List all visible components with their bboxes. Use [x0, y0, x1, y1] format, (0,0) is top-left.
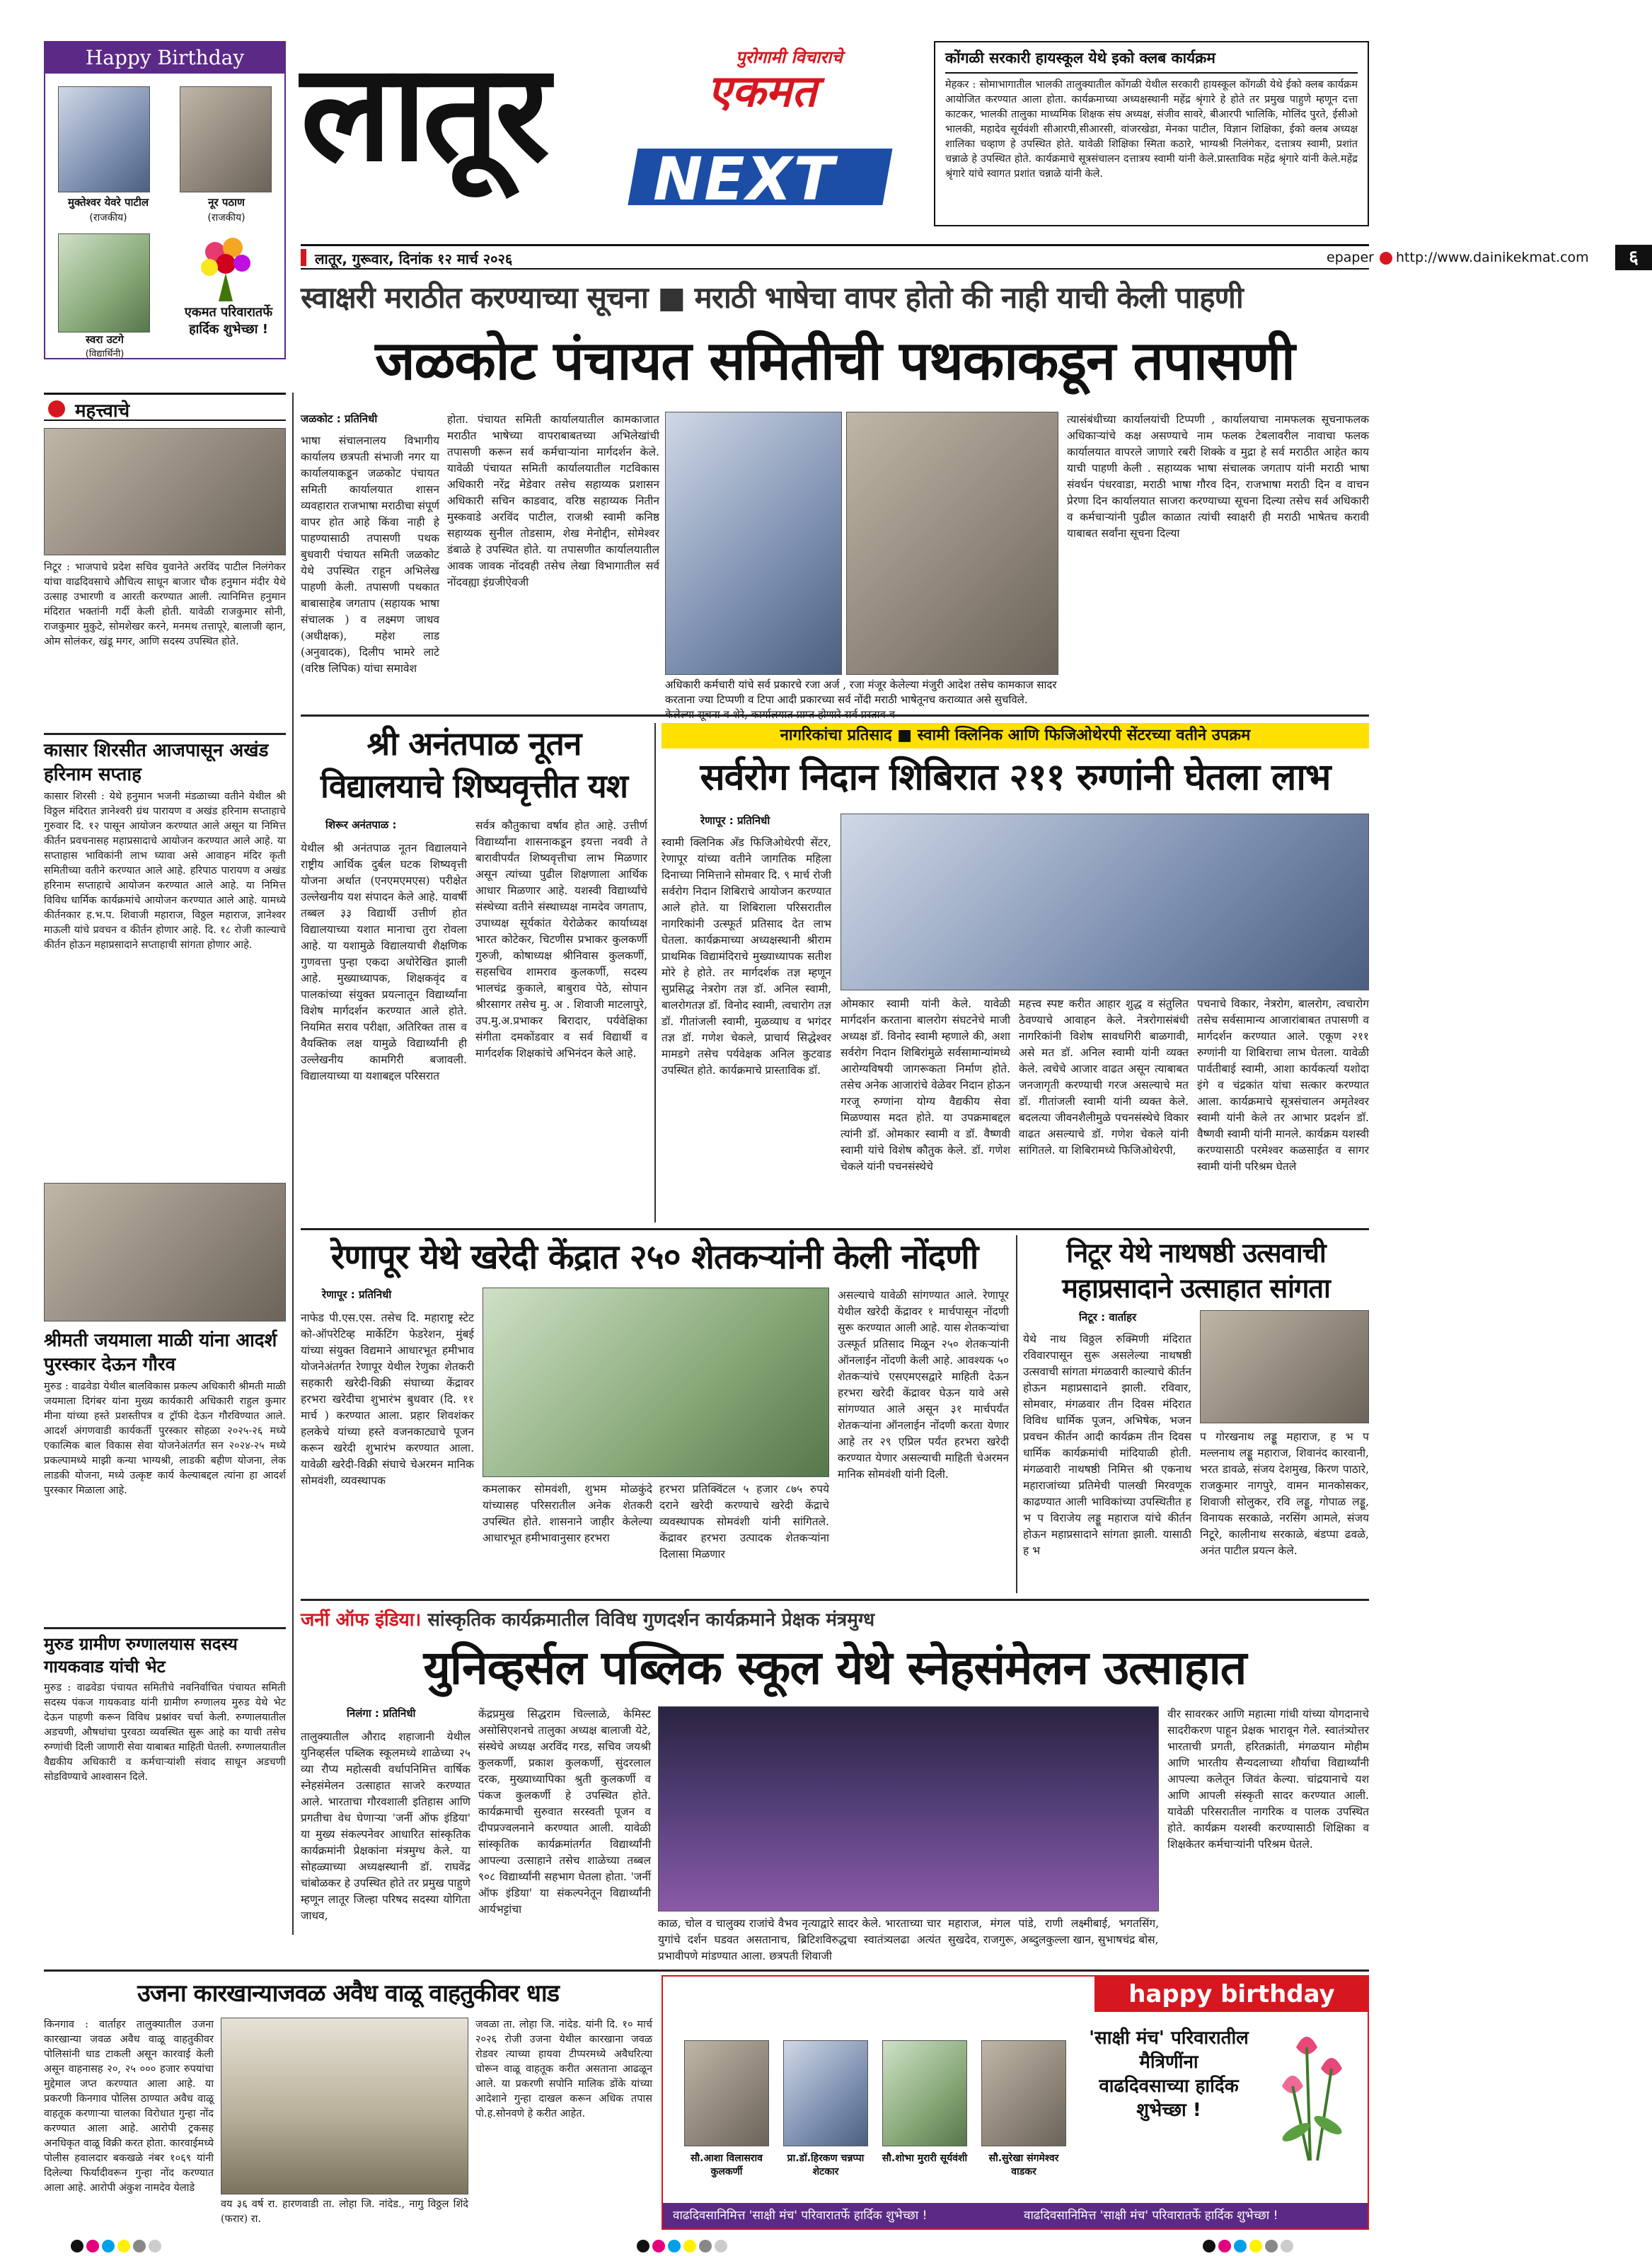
- story4-headline: रेणापूर येथे खरेदी केंद्रात २५० शेतकऱ्यांनी केली नोंदणी: [330, 1237, 978, 1277]
- story2-col2: सर्वत्र कौतुकाचा वर्षाव होत आहे. उत्तीर्ण विद्यार्थ्यांना शासनाकडून इयत्ता नववी ते बारावीपर्यंत शिष्यवृत्तीचा लाभ मिळणार असून त्यांच्या पुढील शिक्षणाला आर्थिक आधार मिळणार आहे. यशस्वी विद्यार्थ्यांचे संस्थेच्या वतीने संस्थाध्यक्ष नामदेव जगताप, उपाध्यक्ष सूर्यकांत येरोळेकर कार्याध्यक्ष भारत कोटेकर, चिटणीस प्रभाकर कुलकर्णी गुरुजी, कोषाध्यक्ष श्रीनिवास कुलकर्णी, सहसचिव शामराव कुलकर्णी, सदस्य भालचंद्र कुकाले, बाबुराव पेठे, सोपान श्रीरसागर तसेच मु. अ . शिवाजी माटलापुरे, उप.मु.अ.प्रभाकर बिरादार, पर्यवेक्षिका संगीता दमकोंडवार व सर्व विद्यार्थी व मार्गदर्शक शिक्षकांचे अभिनंदन केले आहे.: [475, 819, 647, 1060]
- temple-photo: [44, 428, 286, 555]
- lead-col3: त्यासंबंधीच्या कार्यालयांची टिप्पणी , कार्यालयाचा नामफलक सूचनाफलक अधिकाऱ्यांचे कक्ष असण्याचे नाम फलक टेबलावरील नावाचा फलक कार्यालयात वापरले जाणारे रबरी शिक्के व मुद्रा हे सर्व मराठीत आहेत काय याची पाहणी केली . सहाय्यक भाषा संचालक जगताप यांनी मराठी भाषा संवर्धन पंधरवाडा, मराठी भाषा गौरव दिन, राजभाषा मराठी दिन व वाचन प्रेरणा दिन कार्यालयात साजरा करण्याच्या सूचना दिल्या तसेच सर्व अधिकारी व कर्मचाऱ्यांनी पुढील काळात त्यांची स्वाक्षरी ही मराठी भाषेतच करावी याबाबत सर्वांना सूचना दिल्या: [1067, 413, 1369, 540]
- divider: [301, 715, 1369, 717]
- registration-marks-left: [71, 2240, 164, 2255]
- dateline-bar: [301, 244, 1639, 270]
- story3-col4: पचनाचे विकार, नेत्ररोग, बालरोग, त्वचारोग तसेच सर्वसामान्य आजारांबाबत तपासणी व मार्गदर्शन करण्यात आले. एकूण २११ रुग्णांनी या शिबिराचा लाभ घेतला. यावेळी पार्वतीबाई स्वामी, आशा कार्यकर्त्या यशोदा इंगे व चंद्रकांत यांचा सत्कार करण्यात आला. कार्यक्रमाचे सूत्रसंचालन अमृतेश्वर स्वामी यांनी केले तर आभार प्रदर्शन डॉ. वैष्णवी स्वामी यांनी मानले. कार्यक्रम यशस्वी करण्यासाठी परमेश्वर कळसाईत व सागर स्वामी यांनी परिश्रम घेतले: [1197, 997, 1369, 1173]
- masthead-brand: एकमत: [707, 65, 817, 117]
- story7-caption: वय ३६ वर्ष रा. हारणवाडी ता. लोहा जि. नांदेड., नागु विठ्ठल शिंदे (फरार) रा.: [221, 2199, 468, 2225]
- birthday-wish: एकमत परिवारातर्फे हार्दिक शुभेच्छा !: [184, 305, 273, 337]
- item2-headline: कासार शिरसीत आजपासून अखंड हरिनाम सप्ताह: [44, 740, 269, 785]
- pin-icon: [48, 400, 65, 417]
- story5-col1: येथे नाथ विठ्ठल रुक्मिणी मंदिरात रविवारपासून सुरू असलेल्या नाथषष्ठी उत्सवाची सांगता मंगळवारी काल्याचे कीर्तन होऊन महाप्रसादाने झाली. रविवार, सोमवार, मंगळवार तीन दिवस मंदिरात विविध धार्मिक पूजन, अभिषेक, भजन प्रवचन कीर्तन आदी कार्यक्रम तीन दिवस धार्मिक कार्यक्रमांची मांदियाळी होती. मंगळवारी नाथषष्ठी निमित्त श्री एकनाथ महाराजांच्या प्रतिमेची पालखी मिरवणूक काढण्यात आली भाविकांच्या उपस्थितीत ह भ प विराजेय लड्डू महाराज यांचे कीर्तन होऊन महाप्रसादाने सांगता झाली. यासाठी ह भ: [1023, 1333, 1191, 1557]
- story6-col3: वीर सावरकर आणि महात्मा गांधी यांच्या योगदानाचे सादरीकरण पाहून प्रेक्षक भारावून गेले. स्वातंत्र्योत्तर भारताची प्रगती, हरितक्रांती, मंगळयान मोहीम आणि भारतीय सैन्यदलाच्या शौर्याचा विद्यार्थ्यांनी आपल्या कलेतून जिवंत केल्या. चांद्रयानाचे यश आणि आपली संस्कृती सादर करण्यात आली. यावेळी परिसरातील नागरिक व पालक उपस्थित होते. कार्यक्रम यशस्वी करण्यासाठी शिक्षिका व शिक्षकेतर कर्मचाऱ्यांनी परिश्रम घेतले.: [1167, 1708, 1369, 1851]
- story4-col2: कमलाकर सोमवंशी, शुभम मोळकुंदे यांच्यासह परिसरातील अनेक शेतकरी उपस्थित होते. शासनाने जाहीर केलेल्या आधारभूत हमीभावानुसार हरभरा: [483, 1483, 652, 1544]
- divider: [301, 1599, 1369, 1601]
- bottom-photo-2: [783, 2040, 868, 2146]
- bottom-footer-bar: [663, 2203, 1368, 2228]
- story5-col2: प गोरखनाथ लड्डू महाराज, ह भ प मल्लनाथ लड्डू महाराज, शिवानंद कारवानी, भरत डावळे, संजय देशमुख, किरण पाठारे, राजकुमार नागपुरे, वामन मानकोसकर, शिवाजी सोलुकर, रवि लड्डू, गोपाळ लड्डू, विनायक सरकाळे, नरसिंग आमले, संजय निटूरे, कालीनाथ सरकाळे, बंडप्पा ढवळे, अनंत पाटील प्रयत्न केले.: [1200, 1430, 1369, 1557]
- story6-caption2: महाराज, मंगल पांडे, राणी लक्ष्मीबाई, भगतसिंग, सुखदेव, राजगुरू, अब्दुलकुल्ला खान, सुभाषचंद्र बोस,: [948, 1917, 1159, 1946]
- bottom-footer-2: वाढदिवसानिमित्त 'साक्षी मंच' परिवारातर्फे हार्दिक शुभेच्छा !: [1024, 2209, 1278, 2223]
- birthday-role-2: (राजकीय): [207, 212, 246, 224]
- item2-text: कासार शिरसी : येथे हनुमान भजनी मंडळाच्या वतीने येथील श्री विठ्ठल मंदिरात ज्ञानेश्वरी ग्रंथ पारायण व अखंड हरिनाम सप्ताहाचे गुरुवार दि. १२ पासून आयोजन करण्यात आले असून या निमित्त कीर्तन प्रवचनासह महाप्रसादाचे आयोजन करण्यात आले आहे. या सप्ताहास भाविकांनी लाभ घ्यावा असे आवाहन मंदिर कृती समितीच्या वतीने करण्यात आले आहे. हरिपाठ पारायण व अखंड हरिनाम सप्ताहाचे आयोजन करण्यात आले आहे. या निमित्त विविध धार्मिक कार्यक्रमांचे आयोजन करण्यात आले आहे. यामध्ये कीर्तनकार ह.भ.प. शिवाजी महाराज, विठ्ठल महाराज, ज्ञानेश्वर माऊली यांचे प्रवचन व कीर्तन होणार आहे. दि. १८ रोजी काल्याचे कीर्तन होऊन महाप्रसादाने सप्ताहाची सांगता होणार आहे.: [44, 791, 286, 951]
- story2-headline-2: विद्यालयाचे शिष्यवृत्तीत यश: [320, 767, 628, 805]
- story2-headline-1: श्री अनंतपाळ नूतन: [366, 724, 582, 763]
- divider: [44, 1969, 1369, 1972]
- divider: [44, 1627, 286, 1629]
- story6-col2: केंद्रप्रमुख सिद्धराम चिल्लाळे, केमिस्ट असोसिएशनचे तालुका अध्यक्ष बालाजी येटे, संस्थेचे अध्यक्ष अरविंद गरड, सचिव जयश्री कुलकर्णी, प्रकाश कुलकर्णी, सुंदरलाल दरक, मुख्याध्यापिका श्रुती कुलकर्णी व पंकज कुलकर्णी हे उपस्थित होते. कार्यक्रमाची सुरुवात सरस्वती पूजन व दीपप्रज्वलनाने करण्यात आली. यावेळी सांस्कृतिक कार्यक्रमांतर्गत विद्यार्थ्यांनी आपल्या उत्साहाने तसेच शाळेच्या तब्बल ९०८ विद्यार्थ्यांनी सहभाग घेतला होता. 'जर्नी ऑफ इंडिया' या संकल्पनेतून विद्यार्थ्यांनी आर्यभट्टांचा: [478, 1708, 651, 1916]
- flower-bouquet-icon: [194, 232, 258, 303]
- masthead-next: [640, 134, 895, 212]
- story6-banner-red: जर्नी ऑफ इंडिया।: [301, 1609, 422, 1631]
- item3-text: मुरुड : वाढवेडा येथील बालविकास प्रकल्प अधिकारी श्रीमती माळी जयमाला दिगंबर यांना मुख्य कार्यकारी अधिकारी राहुल कुमार मीना यांच्या हस्ते प्रशस्तीपत्र व ट्रॉफी देऊन गौरविण्यात आले. आदर्श अंगणवाडी कार्यकर्ती पुरस्कार सोहळा २०२५-२६ मध्ये एकात्मिक बाल विकास सेवा योजनेअंतर्गत सन २०२४-२५ मध्ये प्रकल्पामध्ये माझी कन्या भाग्यश्री, लाडकी बहीण योजना, लेक लाडकी योजना, मध्ये उत्कृष्ट कार्य केल्याबद्दल त्यांना हा आदर्श पुरस्कार मिळाला आहे.: [44, 1381, 286, 1496]
- website-url[interactable]: http://www.dainikekmat.com: [1396, 250, 1589, 265]
- bottom-wish-4: शुभेच्छा !: [1136, 2100, 1201, 2121]
- story6-byline: निलंगा : प्रतिनिधी: [347, 1707, 416, 1720]
- divider: [44, 733, 286, 735]
- story4-byline: रेणापूर : प्रतिनिधी: [322, 1288, 392, 1301]
- birthday-photo-1: [58, 86, 150, 192]
- masthead-tagline: पुरोगामी विचाराचे: [736, 47, 843, 67]
- bottom-photo-3: [882, 2040, 967, 2146]
- eco-club-headline: कोंगळी सरकारी हायस्कूल येथे इको क्लब कार्यक्रम: [945, 48, 1358, 74]
- masthead-title: लातूर: [301, 35, 546, 191]
- dateline: लातूर, गुरूवार, दिनांक १२ मार्च २०२६: [315, 250, 513, 267]
- lead-byline: जळकोट : प्रतिनिधी: [301, 412, 378, 425]
- divider: [301, 1228, 1369, 1230]
- eco-club-text: मेहकर : सोमाभागातील भालकी तालुक्यातील कोंगळी येथील सरकारी हायस्कूल कोंगळी येथे ईको क्लब कार्यक्रम आयोजित करण्यात आला होता. कार्यक्रमाच्या अध्यक्षस्थानी महेंद्र श्रृंगारे हे होते तर प्रमुख पाहुणे म्हणून दत्ता काटकर, भालकी तालुका माध्यमिक शिक्षक संघ अध्यक्ष, संजीव सावरे, बीआरपी भालिकि, मोलिंद पुरते, ईसीओ भालकी, महादेव सूर्यवंशी सीआरपी,सीआरसी, वांजरखेडा, मेनका पाटील, विज्ञान शिक्षिका, ईको क्लब अध्यक्ष शालिका चव्हाण हे उपस्थित होते. यावेळी शिक्षिका स्मिता कठारे, भाग्यश्री निलंगेकर, दत्तात्रय स्वामी, प्रशांत चन्नाळे हे उपस्थित होते. कार्यक्रमाचे सूत्रसंचालन दत्तात्रय स्वामी यांनी केले.प्रास्ताविक महेंद्र श्रृंगारे यांनी केले.महेंद्र श्रृंगारे यांचे स्वागत प्रशांत चन्नाळे यांनी केले.: [945, 79, 1358, 180]
- story4-col3: असल्याचे यावेळी सांगण्यात आले. रेणापूर येथील खरेदी केंद्रावर १ मार्चपासून नोंदणी सुरू करण्यात आली आहे. यास शेतकऱ्यांचा उत्स्फूर्त प्रतिसाद मिळून २५० शेतकऱ्यांनी ऑनलाईन नोंदणी केली आहे. आवश्यक ५० शेतकऱ्यांचे एसएमएसद्वारे माहिती देऊन हरभरा खरेदी केंद्रावर घेऊन यावे असे सांगण्यात आले असून ३१ मार्चपर्यंत शेतकऱ्यांना ऑनलाईन नोंदणी करता येणार आहे तर २९ एप्रिल पर्यंत हरभरा खरेदी करण्यात येणार असल्याची माहिती चेअरमन मानिक सोमवंशी यांनी दिली.: [838, 1289, 1009, 1481]
- lead-col1: भाषा संचालनालय विभागीय कार्यालय छत्रपती संभाजी नगर या कार्यालयाकडून जळकोट पंचायत समिती कार्यालयात शासन व्यवहारात राजभाषा मराठीचा संपूर्ण वापर होत आहे किंवा नाही हे पाहण्यासाठी तपासणी पथक बुधवारी पंचायत समिती जळकोट येथे उपस्थित राहून अभिलेख पाहणी केली. तपासणी पथकात बाबासाहेब जगताप (सहायक भाषा संचालक ) व लक्ष्मण जाधव (अधीक्षक), महेश लाड (अनुवादक), दिलीप भामरे लाटे (वरिष्ठ लिपिक) यांचा समावेश: [301, 434, 439, 675]
- birthday-name-2: नूर पठाण: [208, 196, 245, 209]
- story5-headline-1: निटूर येथे नाथषष्ठी उत्सवाची: [1066, 1237, 1326, 1268]
- item4-headline: मुरुड ग्रामीण रुग्णालयास सदस्य गायकवाड यांची भेट: [44, 1634, 238, 1677]
- story3-banner: नागरिकांचा प्रतिसाद ■ स्वामी क्लिनिक आणि फिजिओथेरपी सेंटरच्या वतीने उपक्रम: [662, 723, 1369, 748]
- column-divider: [654, 723, 656, 1222]
- birthday-photo-2: [180, 86, 272, 192]
- dateline-marker: [301, 249, 306, 266]
- epaper-label: epaper: [1327, 250, 1374, 265]
- birthday-name-1: मुक्तेश्वर येवरे पाटील: [67, 196, 149, 209]
- tulip-flowers-icon: [1268, 2019, 1360, 2168]
- bottom-footer-1: वाढदिवसानिमित्त 'साक्षी मंच' परिवारातर्फे हार्दिक शुभेच्छा !: [673, 2209, 928, 2223]
- birthday-name-3: स्वरा उटगे: [86, 333, 124, 346]
- bottom-wish-1: 'साक्षी मंच' परिवारातील: [1089, 2027, 1249, 2049]
- story5-byline: निटूर : वार्ताहर: [1079, 1311, 1137, 1324]
- birthday-role-3: (विद्यार्थिनी): [85, 349, 125, 359]
- story5-headline-2: महाप्रसादाने उत्साहात सांगता: [1062, 1273, 1330, 1304]
- story7-col2: जवळा ता. लोहा जि. नांदेड. यांनी दि. १० मार्च २०२६ रोजी उजना येथील कारखाना जवळ रोडवर त्याच्या हायवा टीप्परमध्ये अवैधरित्या चोरून वाळू वाहतूक करीत असताना आढळून आले. या प्रकरणी सपोनि मालिक डोंके यांच्या आदेशाने गुन्हा दाखल करून अधिक तपास पो.ह.सोनवणे हे करीत आहेत.: [475, 2019, 652, 2119]
- bottom-photo-1: [684, 2040, 769, 2146]
- story7-col1: किनगाव : वार्ताहर तालुक्यातील उजना कारखान्या जवळ अवैध वाळू वाहतुकीवर पोलिसांनी धाड टाकली असून कारवाई केली असून वाहनासह २०, २५ ००० हजार रुपयांचा मुद्देमाल जप्त करण्यात आला आहे. या प्रकरणी किनगाव पोलिस ठाण्यात अवैध वाळू वाहतूक करणाऱ्या चालका विरोधात गुन्हा नोंद करण्यात आला आहे. आरोपी ट्रकसह अनधिकृत वाळू विक्री करत होता. कारवाईमध्ये पोलीस हवालदार बकखळे नंबर १०६९ यांनी दिलेल्या फिर्यादीवरून गुन्हा नोंद करण्यात आला आहे. आरोपी अंकुश नामदेव येलाडे: [44, 2019, 214, 2194]
- mahattvache-heading: महत्त्वाचे: [75, 400, 130, 422]
- lead-photo-2: [846, 412, 1058, 675]
- story7-photo: [221, 2018, 468, 2194]
- bottom-name-4: सौ.सुरेखा संगमेश्वर वाडकर: [988, 2153, 1059, 2177]
- bottom-birthday-heading: happy birthday: [1094, 1977, 1369, 2012]
- story2-col1: येथील श्री अनंतपाळ नूतन विद्यालयाने राष्ट्रीय आर्थिक दुर्बल घटक शिष्यवृत्ती योजना अर्थात (एनएमएमएस) परीक्षेत उल्लेखनीय यश संपादन केले आहे. यावर्षी तब्बल ३३ विद्यार्थी उत्तीर्ण होत विद्यालयाच्या यशात मानाचा तुरा रोवला आहे. या यशामुळे विद्यालयाची शैक्षणिक गुणवत्ता पुन्हा एकदा अधोरेखित झाली आहे. मुख्याध्यापक, शिक्षकवृंद व पालकांच्या संयुक्त प्रयत्नातून विद्यार्थ्यांना विशेष मार्गदर्शन करण्यात आले होते. नियमित सराव परीक्षा, अतिरिक्त तास व वैयक्तिक लक्ष यामुळे विद्यार्थ्यांनी ही उल्लेखनीय कामगिरी बजावली. विद्यालयाच्या या यशाबद्दल परिसरात: [301, 842, 467, 1082]
- registration-marks-center: [637, 2240, 730, 2255]
- mahattvache-header: [44, 393, 286, 421]
- bottom-wish-3: वाढदिवसाच्या हार्दिक: [1099, 2076, 1239, 2097]
- story3-col1: स्वामी क्लिनिक अँड फिजिओथेरपी सेंटर, रेणापूर यांच्या वतीने जागतिक महिला दिनाच्या निमित्ताने सोमवार दि. ९ मार्च रोजी सर्वरोग निदान शिबिराचे आयोजन करण्यात आले होते. या शिबिराला परिसरातील नागरिकांनी उत्स्फूर्त प्रतिसाद देत लाभ घेतला. कार्यक्रमाच्या अध्यक्षस्थानी श्रीराम प्राथमिक विद्यामंदिराचे मुख्याध्यापक सतीश मोरे हे होते. तर मार्गदर्शक तज्ञ म्हणून सुप्रसिद्ध नेत्ररोग तज्ञ डॉ. अनिल स्वामी, बालरोगतज्ञ डॉ. विनोद स्वामी, त्वचारोग तज्ञ डॉ. गीतांजली स्वामी, मुळव्याध व भगंदर तज्ञ डॉ. गणेश चेकले, प्राचार्य सिद्धेश्वर मामडगे तसेच पर्यवेक्षक अनिल कुटवाड उपस्थित होते. कार्यक्रमाचे प्रास्ताविक डॉ.: [662, 836, 831, 1077]
- story6-col1: तालुक्यातील औराद शहाजानी येथील युनिव्हर्सल पब्लिक स्कूलमध्ये शाळेच्या २५ व्या रौप्य महोत्सवी वर्धापनिमित्त वार्षिक स्नेहसंमेलन उत्साहात साजरे करण्यात आले. भारताचा गौरवशाली इतिहास आणि प्रगतीचा वेध घेणाऱ्या 'जर्नी ऑफ इंडिया' या मुख्य संकल्पनेवर आधारित सांस्कृतिक कार्यक्रमांनी प्रेक्षकांना मंत्रमुग्ध केले. या सोहळ्याच्या अध्यक्षस्थानी डॉ. राघवेंद्र चांबोळकर हे उपस्थित होते तर प्रमुख पाहुणे म्हणून लातूर जिल्हा परिषद सदस्या योगिता जाधव,: [301, 1730, 470, 1922]
- story3-col2: ओमकार स्वामी यांनी केले. यावेळी मार्गदर्शन करताना बालरोग संघटनेचे माजी अध्यक्ष डॉ. विनोद स्वामी म्हणाले की, अशा सर्वरोग निदान शिबिरांमुळे सर्वसामान्यांमध्ये आरोग्यविषयी जागरूकता निर्माण होते. तसेच अनेक आजारांचे वेळेवर निदान होऊन गरजू रुग्णांना योग्य वैद्यकीय सेवा मिळण्यास मदत होते. या उपक्रमाबद्दल त्यांनी डॉ. ओमकार स्वामी व डॉ. वैष्णवी स्वामी यांचे विशेष कौतुक केले. डॉ. गणेश चेकले यांनी पचनसंस्थेचे: [841, 997, 1010, 1173]
- eco-club-box: [934, 41, 1369, 226]
- bottom-name-1: सौ.आशा विलासराव कुलकर्णी: [691, 2153, 763, 2177]
- story3-col3: महत्त्व स्पष्ट करीत आहार शुद्ध व संतुलित ठेवण्याचे आवाहन केले. नेत्ररोगासंबंधी नागरिकांनी विशेष सावधगिरी बाळगावी, असे मत डॉ. अनिल स्वामी यांनी व्यक्त केले. त्वचेचे आजार वाढत असून त्याबाबत जनजागृती करण्याची गरज असल्याचे मत डॉ. गीतांजली स्वामी यांनी व्यक्त केले. बदलत्या जीवनशैलीमुळे पचनसंस्थेचे विकार वाढत असल्याचे डॉ. गणेश चेकले यांनी सांगितले. या शिबिरामध्ये फिजिओथेरपी,: [1019, 997, 1189, 1157]
- story6-caption: काळ, चोल व चालुक्य राजांचे वैभव नृत्याद्वारे सादर केले. भारताच्या चार युगांचे दर्शन घडवत असतानाच, ब्रिटिशविरुद्धचा स्वातंत्र्यलढा अत्यंत प्रभावीपणे मांडण्यात आला. छत्रपती शिवाजी: [658, 1917, 941, 1962]
- birthday-heading: Happy Birthday: [45, 42, 284, 74]
- lead-col2: होता. पंचायत समिती कार्यालयातील कामकाजात मराठीत भाषेच्या वापराबाबतच्या अभिलेखांची तपासणी करून सर्व कर्मचाऱ्यांना मार्गदर्शन केले. यावेळी पंचायत समिती कार्यालयातील गटविकास अधिकारी नरेंद्र मेडेवार तसेच सहाय्यक प्रशासन अधिकारी सचिन काडवाद, वरिष्ठ सहाय्यक नितीन मुस्कवाडे अरविंद पाटील, राजश्री स्वामी कनिष्ठ सहाय्यक सुनील तोडसाम, शेख मेनोद्दीन, सोमेश्वर डंबाळे हे उपस्थित होते. या तपासणीत कार्यालयातील आवक जावक नोंदवही तसेच लेखा विभागातील सर्व नोंदवह्या इंग्रजीऐवजी: [447, 413, 659, 589]
- lead-caption: अधिकारी कर्मचारी यांचे सर्व प्रकारचे रजा अर्ज , रजा मंजूर केलेल्या मंजुरी आदेश तसेच कामकाज सादर करताना ज्या टिप्पणी व टिपा आदी प्रकारच्या सर्व नोंदी मराठी भाषेतूनच कराव्यात असे सुचविले.: [665, 678, 1057, 706]
- story7-headline: उजना कारखान्याजवळ अवैध वाळू वाहतुकीवर धाड: [137, 1979, 559, 2008]
- story6-banner-rest: सांस्कृतिक कार्यक्रमातील विविध गुणदर्शन कार्यक्रमाने प्रेक्षक मंत्रमुग्ध: [427, 1609, 875, 1631]
- globe-icon: [1380, 252, 1392, 265]
- column-divider: [292, 393, 294, 1935]
- item4-text: मुरुड : वाढवेडा पंचायत समितीचे नवनिर्वाचित पंचायत समिती सदस्य पंकज गायकवाड यांनी ग्रामीण रुग्णालय मुरुड येथे भेट देऊन पाहणी करून विविध प्रश्नांवर चर्चा केली. रुग्णालयातील अडचणी, औषधांचा पुरवठा व्यवस्थित सुरू आहे का याची तसेच रुग्णांची दिली जाणारी सेवा याबाबत माहिती घेतली. रुग्णालयातील वैद्यकीय अधिकारी व कर्मचाऱ्यांशी संवाद साधून अडचणी सोडविण्याचे आश्वासन दिले.: [44, 1682, 286, 1783]
- mahattvache-item1: निटूर : भाजपाचे प्रदेश सचिव युवानेते अरविंद पाटील निलंगेकर यांचा वाढदिवसाचे औचित्य साधून बाजार चौक हनुमान मंदीर येथे उत्साह उभारणी व आरती करण्यात आली. त्यानिमित्त हनुमान मंदिरात भक्तांनी गर्दी केली होती. यावेळी राजकुमार सोनी, राजकुमार मुकुटे, सोमशेखर करने, मनमथ तत्तापूरे, बालाजी व्हान, ओम सोलंकर, खंडू मगर, आणि सदस्य उपस्थित होते.: [44, 562, 286, 647]
- registration-marks-right: [1203, 2240, 1296, 2255]
- story5-photo: [1200, 1310, 1369, 1423]
- birthday-role-1: (राजकीय): [89, 212, 127, 224]
- story4-caption: हरभरा प्रतिक्विंटल ५ हजार ८७५ रुपये दराने खरेदी करण्याचे खरेदी केंद्राचे व्यवस्थापक सोमवंशी यांनी सांगितले. केंद्रावर हरभरा उत्पादक शेतकऱ्यांना दिलासा मिळणार: [659, 1483, 829, 1561]
- bottom-name-2: प्रा.डॉ.हिरकण चन्नप्पा शेटकार: [787, 2153, 865, 2177]
- item3-headline: श्रीमती जयमाला माळी यांना आदर्श पुरस्कार देऊन गौरव: [44, 1330, 277, 1375]
- bottom-name-3: सौ.शोभा मुरारी सूर्यवंशी: [882, 2153, 968, 2164]
- story4-photo: [483, 1288, 829, 1477]
- award-photo: [44, 1183, 286, 1321]
- page-number: ६: [1615, 245, 1652, 270]
- story6-headline: युनिव्हर्सल पब्लिक स्कूल येथे स्नेहसंमेलन उत्साहात: [423, 1641, 1247, 1695]
- birthday-photo-3: [58, 233, 150, 332]
- masthead-next-text: NEXT: [653, 144, 836, 214]
- story3-photo: [841, 814, 1369, 990]
- column-divider: [1016, 1235, 1017, 1593]
- lead-headline: जळकोट पंचायत समितीची पथकाकडून तपासणी: [375, 329, 1295, 392]
- story6-photo: [658, 1706, 1159, 1911]
- bottom-wish-2: मैत्रिणींना: [1139, 2052, 1198, 2073]
- lead-strap: स्वाक्षरी मराठीत करण्याच्या सूचना ■ मराठी भाषेचा वापर होतो की नाही याची केली पाहणी: [301, 280, 1243, 315]
- story6-banner: [301, 1606, 1369, 1634]
- story3-byline: रेणापूर : प्रतिनिधी: [700, 814, 770, 827]
- story2-byline: शिरूर अनंतपाळ :: [325, 818, 397, 831]
- lead-photo-1: [665, 412, 842, 675]
- bottom-photo-4: [981, 2040, 1066, 2146]
- story3-headline: सर्वरोग निदान शिबिरात २११ रुग्णांनी घेतला लाभ: [700, 756, 1331, 799]
- bottom-birthday-ad: [662, 1975, 1369, 2230]
- story4-col1: नाफेड पी.एस.एस. तसेच दि. महाराष्ट्र स्टेट को-ऑपरेटिव्ह मार्केटिंग फेडरेशन, मुंबई यांच्या संयुक्त विद्यमाने आधारभूत हमीभाव योजनेअंतर्गत रेणापूर येथील रेणुका शेतकरी सहकारी खरेदी-विक्री संघाच्या केंद्रावर हरभरा खरेदीचा शुभारंभ बुधवार (दि. ११ मार्च ) करण्यात आला. प्रहार शिवशंकर हलकेचे यांच्या हस्ते वजनकाट्याचे पूजन करून खरेदी शुभारंभ करण्यात आला. यावेळी खरेदी-विक्री संघाचे चेअरमन मानिक सोमवंशी, व्यवस्थापक: [301, 1312, 474, 1487]
- birthday-panel: [44, 41, 286, 359]
